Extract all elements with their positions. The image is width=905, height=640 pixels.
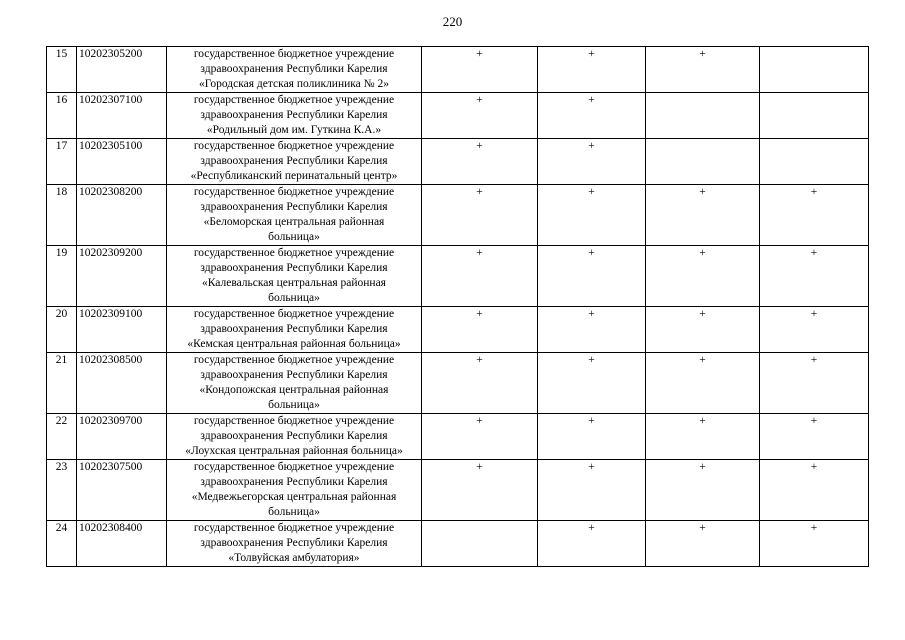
table-row <box>47 307 869 353</box>
table-row <box>47 246 869 307</box>
mark-cell-1: + <box>422 47 538 93</box>
institution-name-cell <box>167 353 422 414</box>
institution-name-line: здравоохранения Республики Карелия <box>200 201 388 213</box>
mark-cell-3: + <box>646 185 760 246</box>
mark-cell-1: + <box>422 185 538 246</box>
mark-cell-1: + <box>422 93 538 139</box>
mark-cell-1: + <box>422 353 538 414</box>
mark-cell-2: + <box>538 353 646 414</box>
institution-name-line: больница» <box>268 231 320 243</box>
code-cell: 10202308200 <box>77 185 167 246</box>
institution-name-line: «Родильный дом им. Гуткина К.А.» <box>206 124 382 136</box>
mark-cell-3 <box>646 93 760 139</box>
mark-cell-2: + <box>538 414 646 460</box>
table-body <box>47 47 869 567</box>
institution-name-line: государственное бюджетное учреждение <box>193 354 395 366</box>
institution-name-line: «Кемская центральная районная больница» <box>187 338 401 350</box>
mark-cell-2: + <box>538 460 646 521</box>
institution-name-cell <box>167 47 422 93</box>
institution-name-cell <box>167 185 422 246</box>
institution-name-cell <box>167 521 422 567</box>
institution-name-line: «Лоухская центральная районная больница» <box>185 445 403 457</box>
table-row <box>47 521 869 567</box>
mark-cell-1 <box>422 521 538 567</box>
mark-cell-3: + <box>646 353 760 414</box>
mark-cell-2: + <box>538 185 646 246</box>
institution-name-cell <box>167 307 422 353</box>
institution-name-cell <box>167 246 422 307</box>
mark-cell-4 <box>760 47 869 93</box>
mark-cell-3: + <box>646 47 760 93</box>
table-row <box>47 353 869 414</box>
code-cell: 10202309200 <box>77 246 167 307</box>
row-number-cell: 23 <box>47 460 77 521</box>
mark-cell-1: + <box>422 307 538 353</box>
institutions-table <box>46 46 869 567</box>
institution-name-line: «Кондопожская центральная районная <box>199 384 389 396</box>
institution-name-line: «Медвежьегорская центральная районная <box>191 491 397 503</box>
table-row <box>47 460 869 521</box>
institution-name-line: государственное бюджетное учреждение <box>193 415 395 427</box>
institution-name-line: здравоохранения Республики Карелия <box>200 63 388 75</box>
code-cell: 10202308400 <box>77 521 167 567</box>
mark-cell-3: + <box>646 246 760 307</box>
institution-name-line: государственное бюджетное учреждение <box>193 247 395 259</box>
row-number-cell: 22 <box>47 414 77 460</box>
institution-name-line: здравоохранения Республики Карелия <box>200 155 388 167</box>
mark-cell-4: + <box>760 185 869 246</box>
institution-name-line: здравоохранения Республики Карелия <box>200 476 388 488</box>
code-cell: 10202305200 <box>77 47 167 93</box>
institution-name-line: больница» <box>268 292 320 304</box>
institution-name-line: «Республиканский перинатальный центр» <box>190 170 398 182</box>
code-cell: 10202308500 <box>77 353 167 414</box>
mark-cell-2: + <box>538 47 646 93</box>
mark-cell-3: + <box>646 460 760 521</box>
row-number-cell: 17 <box>47 139 77 185</box>
mark-cell-4 <box>760 139 869 185</box>
mark-cell-4: + <box>760 521 869 567</box>
institution-name-line: государственное бюджетное учреждение <box>193 461 395 473</box>
institution-name-line: «Беломорская центральная районная <box>203 216 385 228</box>
institution-name-line: государственное бюджетное учреждение <box>193 186 395 198</box>
code-cell: 10202309100 <box>77 307 167 353</box>
row-number-cell: 21 <box>47 353 77 414</box>
table-row <box>47 185 869 246</box>
mark-cell-4: + <box>760 414 869 460</box>
institution-name-line: государственное бюджетное учреждение <box>193 308 395 320</box>
mark-cell-3: + <box>646 307 760 353</box>
mark-cell-4: + <box>760 353 869 414</box>
institution-name-line: здравоохранения Республики Карелия <box>200 109 388 121</box>
institution-name-cell <box>167 139 422 185</box>
mark-cell-3: + <box>646 414 760 460</box>
row-number-cell: 20 <box>47 307 77 353</box>
mark-cell-2: + <box>538 521 646 567</box>
institution-name-line: здравоохранения Республики Карелия <box>200 262 388 274</box>
mark-cell-4: + <box>760 460 869 521</box>
mark-cell-4 <box>760 93 869 139</box>
institution-name-cell <box>167 414 422 460</box>
institution-name-line: государственное бюджетное учреждение <box>193 140 395 152</box>
mark-cell-1: + <box>422 460 538 521</box>
code-cell: 10202307100 <box>77 93 167 139</box>
institution-name-line: государственное бюджетное учреждение <box>193 48 395 60</box>
row-number-cell: 18 <box>47 185 77 246</box>
institution-name-line: больница» <box>268 399 320 411</box>
mark-cell-3: + <box>646 521 760 567</box>
institution-name-line: больница» <box>268 506 320 518</box>
institution-name-line: «Калевальская центральная районная <box>202 277 386 289</box>
institution-name-line: здравоохранения Республики Карелия <box>200 369 388 381</box>
row-number-cell: 19 <box>47 246 77 307</box>
code-cell: 10202305100 <box>77 139 167 185</box>
code-cell: 10202309700 <box>77 414 167 460</box>
institution-name-line: «Городская детская поликлиника № 2» <box>198 78 390 90</box>
institution-name-cell <box>167 93 422 139</box>
page-number: 220 <box>442 14 463 29</box>
mark-cell-2: + <box>538 139 646 185</box>
institution-name-line: государственное бюджетное учреждение <box>193 522 395 534</box>
table-row <box>47 139 869 185</box>
mark-cell-4: + <box>760 246 869 307</box>
row-number-cell: 15 <box>47 47 77 93</box>
mark-cell-3 <box>646 139 760 185</box>
mark-cell-1: + <box>422 246 538 307</box>
institution-name-line: здравоохранения Республики Карелия <box>200 323 388 335</box>
code-cell: 10202307500 <box>77 460 167 521</box>
institution-name-line: здравоохранения Республики Карелия <box>200 430 388 442</box>
mark-cell-1: + <box>422 139 538 185</box>
institution-name-cell <box>167 460 422 521</box>
mark-cell-4: + <box>760 307 869 353</box>
mark-cell-2: + <box>538 93 646 139</box>
table-row <box>47 414 869 460</box>
mark-cell-2: + <box>538 307 646 353</box>
mark-cell-2: + <box>538 246 646 307</box>
institution-name-line: государственное бюджетное учреждение <box>193 94 395 106</box>
table-row <box>47 93 869 139</box>
institution-name-line: «Толвуйская амбулатория» <box>228 552 360 564</box>
institution-name-line: здравоохранения Республики Карелия <box>200 537 388 549</box>
table-row <box>47 47 869 93</box>
mark-cell-1: + <box>422 414 538 460</box>
row-number-cell: 24 <box>47 521 77 567</box>
row-number-cell: 16 <box>47 93 77 139</box>
